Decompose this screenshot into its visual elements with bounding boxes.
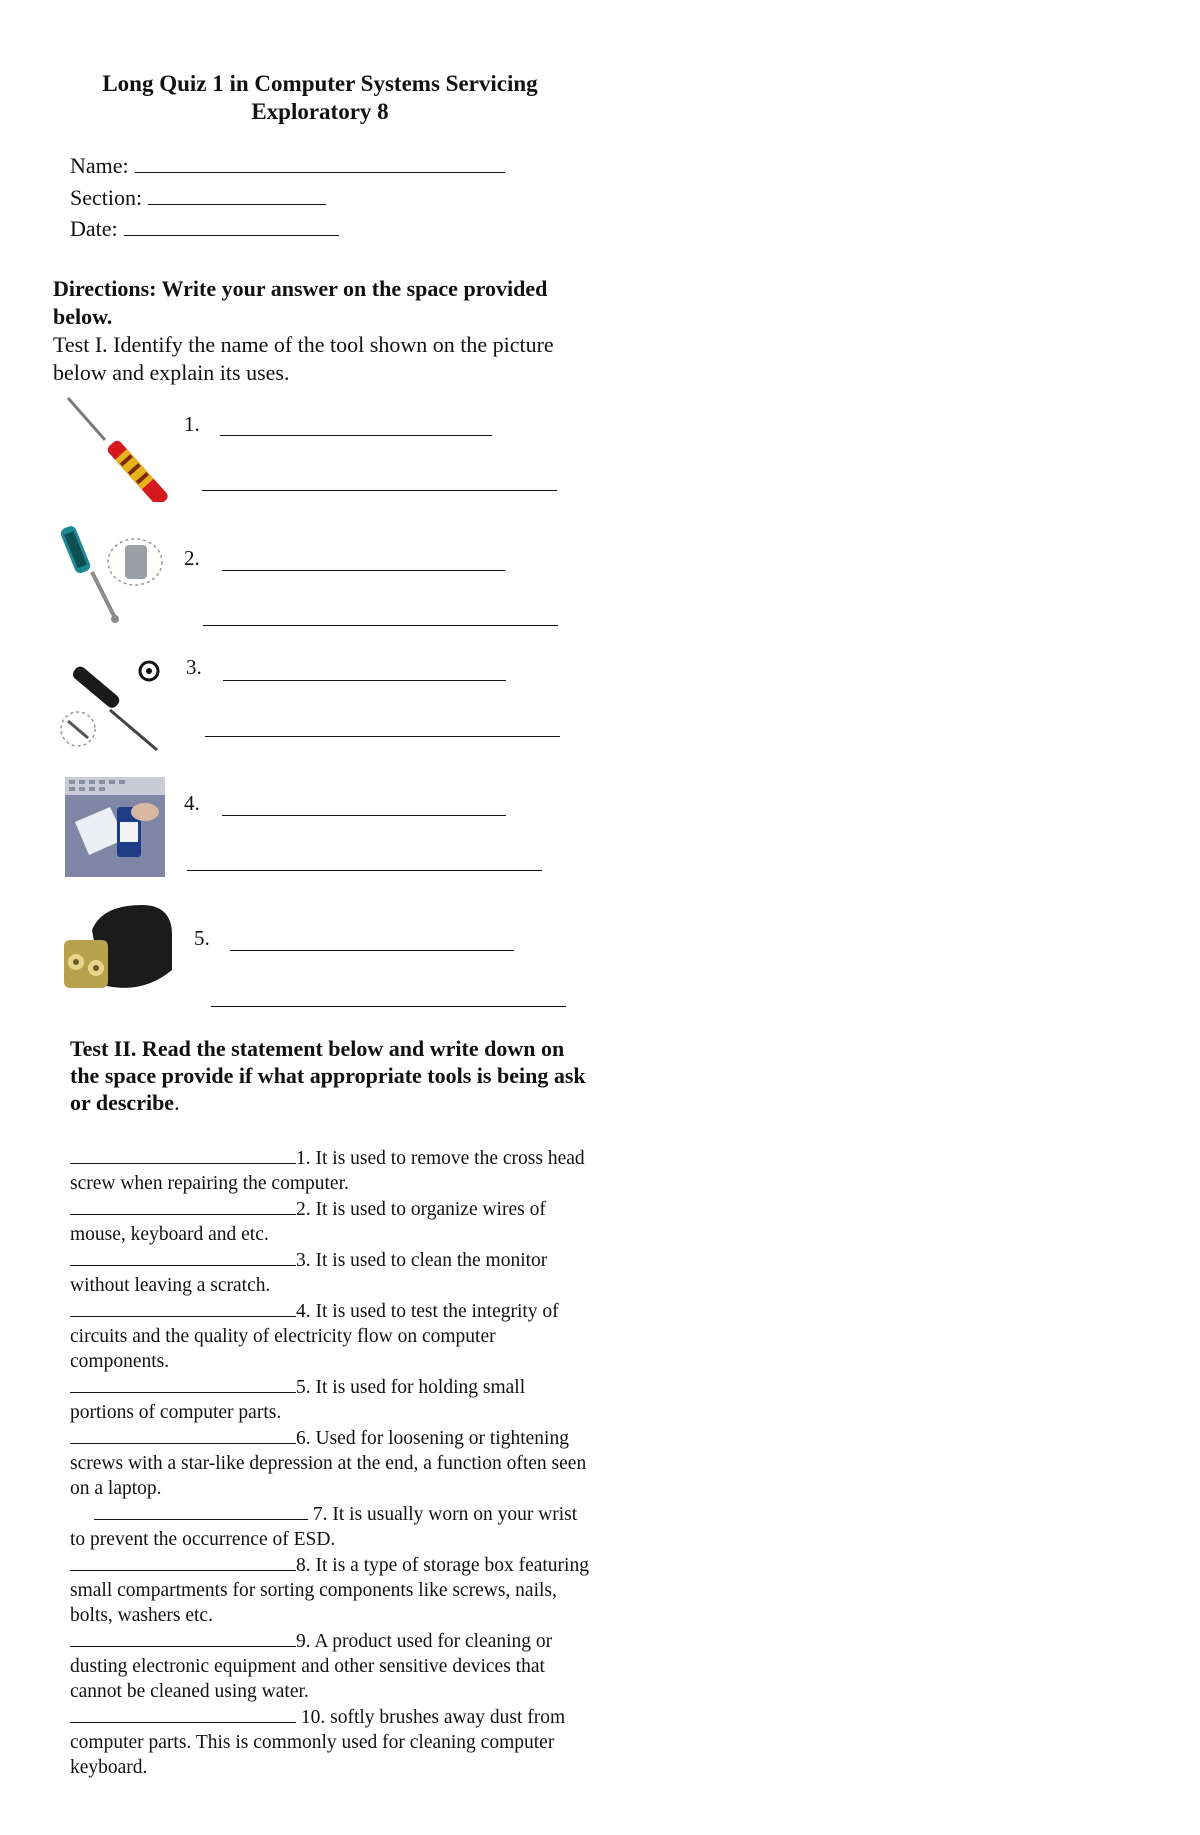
test1-explain-5[interactable] [211,1006,566,1007]
date-blank[interactable] [124,215,339,236]
name-blank[interactable] [135,152,505,173]
test2-answer-10[interactable] [70,1704,296,1723]
date-field [70,215,339,243]
test2-text-6: 6. Used for loosening or tightening screws with a star-like depression at the end, a function often seen on a laptop. [70,1428,587,1499]
date-label: Date: [70,216,118,241]
test1-answer-3[interactable] [223,680,506,681]
section-label: Section: [70,185,143,210]
test2-item-5 [70,1374,590,1425]
test2-text-9: 9. A product used for cleaning or dusting electronic equipment and other sensitive devices that cannot be cleaned using water. [70,1631,553,1702]
test2-item-1 [70,1145,590,1196]
test1-number-2: 2. [184,546,200,570]
title-line-2: Exploratory 8 [251,99,389,124]
test2-text-1: 1. It is used to remove the cross head screw when repairing the computer. [70,1148,585,1194]
hex-driver-icon [60,520,170,625]
test1-answer-2[interactable] [222,570,505,571]
test1-number-5: 5. [194,926,210,950]
directions [53,275,593,387]
test2-answer-4[interactable] [70,1298,296,1317]
test1-explain-2[interactable] [203,625,558,626]
test2-item-7 [70,1501,590,1552]
test2-answer-7[interactable] [94,1501,308,1520]
test1-number-3: 3. [186,655,202,679]
test2-answer-2[interactable] [70,1196,296,1215]
test2-answer-5[interactable] [70,1374,296,1393]
test2-heading [70,1035,590,1116]
directions-heading: Directions: Write your answer on the space provided below. [53,276,548,329]
test2-text-4: 4. It is used to test the integrity of circuits and the quality of electricity flow on computer components. [70,1301,559,1372]
test1-explain-4[interactable] [187,870,542,871]
phillips-screwdriver-icon [60,392,170,502]
test1-instructions: Test I. Identify the name of the tool shown on the picture below and explain its uses. [53,332,554,385]
test2-text-5: 5. It is used for holding small portions of computer parts. [70,1377,526,1423]
test2-heading-text: Test II. Read the statement below and write down on the space provide if what appropriate tools is being ask or describe [70,1036,586,1115]
test1-answer-4[interactable] [222,815,506,816]
test2-item-6 [70,1425,590,1501]
name-field [70,152,505,180]
test2-text-10: 10. softly brushes away dust from computer parts. This is commonly used for cleaning computer keyboard. [70,1707,566,1778]
test2-answer-1[interactable] [70,1145,296,1164]
test2-item-8 [70,1552,590,1628]
name-label: Name: [70,153,129,178]
test1-explain-3[interactable] [205,736,560,737]
test2-text-2: 2. It is used to organize wires of mouse, keyboard and etc. [70,1199,546,1245]
test2-item-4 [70,1298,590,1374]
test2-answer-3[interactable] [70,1247,296,1266]
section-field [70,184,326,212]
test2-text-7: 7. It is usually worn on your wrist to prevent the occurrence of ESD. [70,1504,578,1550]
torx-screwdriver-icon [60,656,170,756]
test2-item-9 [70,1628,590,1704]
test2-answer-8[interactable] [70,1552,296,1571]
test2-items [70,1145,590,1780]
test2-heading-period: . [174,1090,180,1115]
section-blank[interactable] [148,184,326,205]
connector-icon [62,900,177,1000]
test2-text-3: 3. It is used to clean the monitor without leaving a scratch. [70,1250,548,1296]
cleaning-kit-icon [65,777,165,877]
test2-item-3 [70,1247,590,1298]
test1-explain-1[interactable] [202,490,557,491]
test2-answer-9[interactable] [70,1628,296,1647]
test1-number-4: 4. [184,791,200,815]
test2-item-10 [70,1704,590,1780]
test2-answer-6[interactable] [70,1425,296,1444]
test2-text-8: 8. It is a type of storage box featuring small compartments for sorting components like screws, nails, bolts, washers etc. [70,1555,589,1626]
test2-item-2 [70,1196,590,1247]
page-title [40,70,600,126]
test1-answer-1[interactable] [220,435,492,436]
test1-answer-5[interactable] [230,950,514,951]
test1-number-1: 1. [184,412,200,436]
title-line-1: Long Quiz 1 in Computer Systems Servicing [102,71,538,96]
